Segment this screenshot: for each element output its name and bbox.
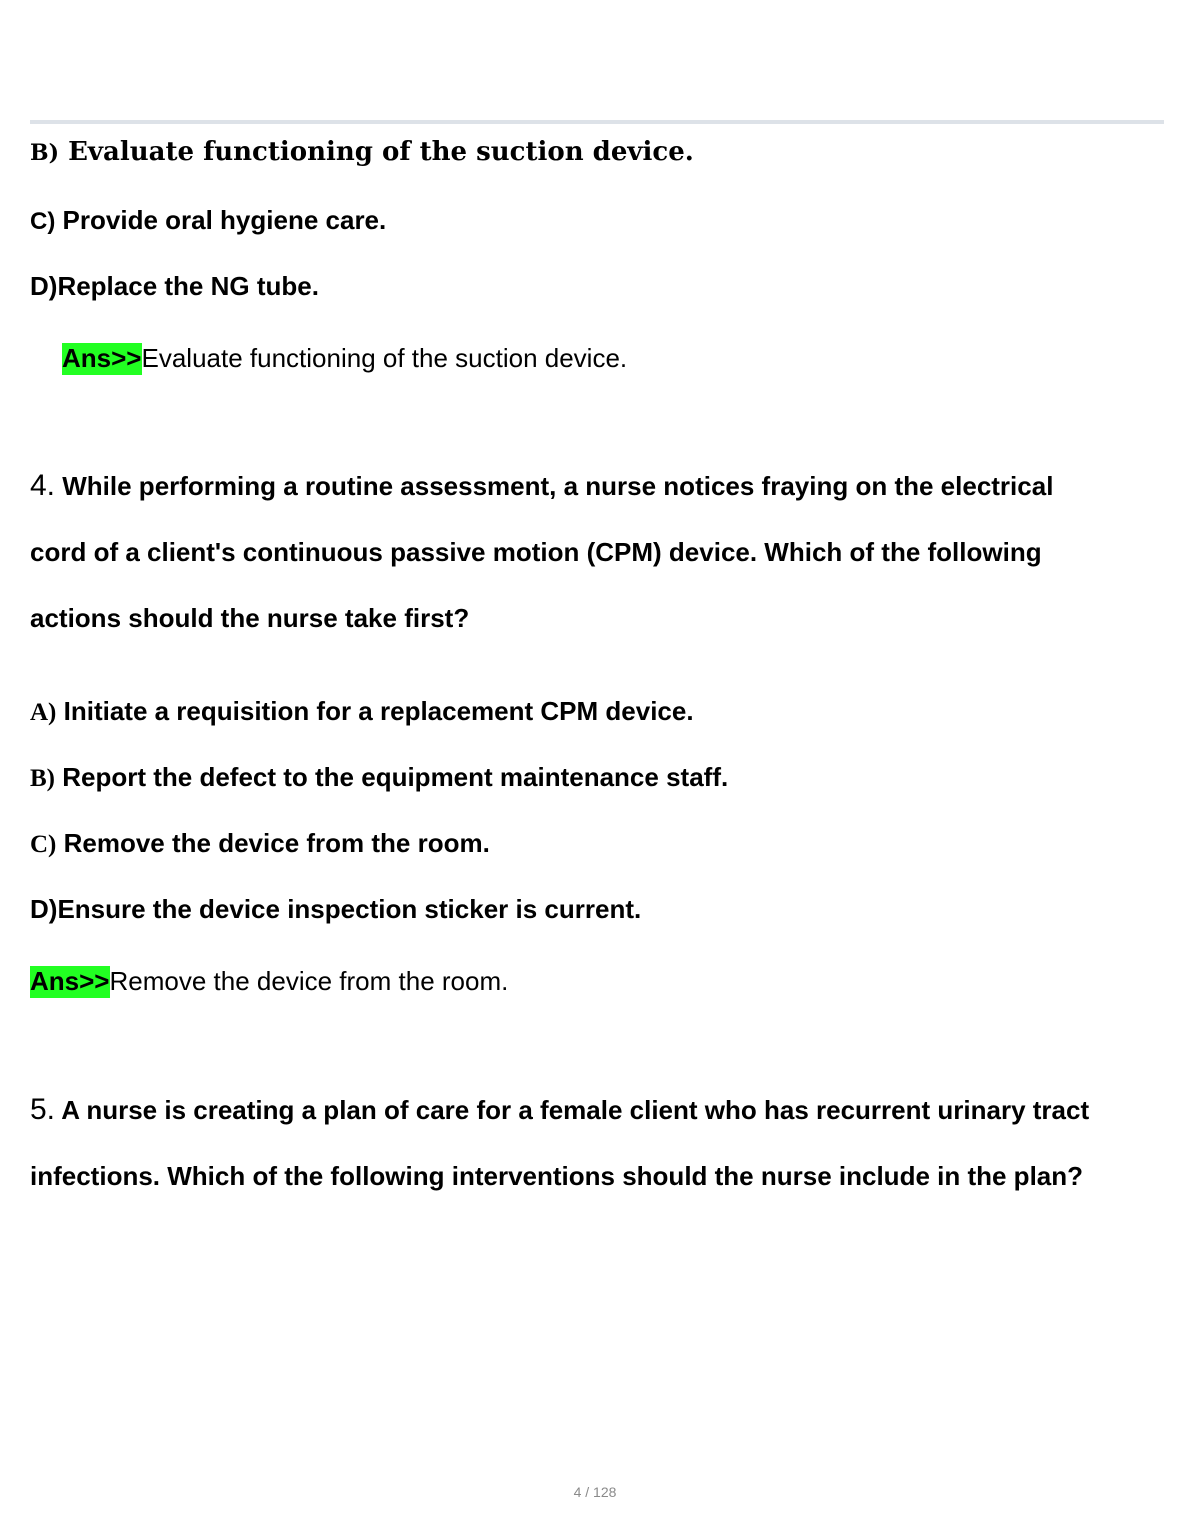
- q4-option-a: [30, 695, 694, 729]
- q4-option-b-text: Report the defect to the equipment maintenance staff.: [55, 762, 729, 792]
- q4-option-b: [30, 761, 728, 795]
- q4-stem-line-1: [30, 470, 1053, 502]
- q4-option-b-letter: B): [30, 765, 55, 792]
- q3-answer: [62, 342, 627, 374]
- q4-answer-text: Remove the device from the room.: [109, 966, 509, 996]
- q5-number: 5.: [30, 1093, 56, 1126]
- q3-answer-text: Evaluate functioning of the suction device.: [141, 343, 628, 373]
- q4-answer: [30, 965, 508, 997]
- q3-option-b: [30, 136, 694, 169]
- q4-number: 4.: [30, 469, 56, 502]
- page-top-divider: [30, 120, 1164, 124]
- q3-option-b-text: Evaluate functioning of the suction device.: [59, 137, 694, 167]
- q4-option-c-letter: C): [30, 831, 57, 858]
- q4-stem-line-2: cord of a client's continuous passive motion (CPM) device. Which of the following: [30, 537, 1042, 567]
- q5-stem-line-2: infections. Which of the following interventions should the nurse include in the plan?: [30, 1161, 1084, 1191]
- q4-option-a-letter: A): [30, 699, 57, 726]
- q3-option-c-text: Provide oral hygiene care.: [55, 205, 387, 235]
- q3-option-d-text: Replace the NG tube.: [57, 271, 319, 301]
- q4-option-d: [30, 893, 641, 925]
- q3-option-d-letter: D): [30, 271, 58, 301]
- page-number: 4 / 128: [573, 1484, 617, 1500]
- q4-option-d-letter: D): [30, 894, 58, 924]
- q3-option-c-letter: C): [30, 208, 56, 235]
- q4-option-a-text: Initiate a requisition for a replacement CPM device.: [56, 696, 694, 726]
- q4-answer-label: Ans>>: [30, 966, 110, 996]
- q5-stem-text-1: A nurse is creating a plan of care for a female client who has recurrent urinary tract: [55, 1095, 1090, 1125]
- q3-answer-label: Ans>>: [62, 343, 142, 373]
- q4-option-c: [30, 827, 490, 861]
- q3-option-d: [30, 270, 319, 302]
- q3-option-b-letter: B): [30, 140, 60, 166]
- q5-stem-line-1: [30, 1094, 1089, 1126]
- q4-option-c-text: Remove the device from the room.: [56, 828, 490, 858]
- q4-stem-text-1: While performing a routine assessment, a nurse notices fraying on the electrical: [55, 471, 1054, 501]
- q3-option-c: [30, 204, 386, 238]
- q4-stem-line-3: actions should the nurse take first?: [30, 603, 470, 633]
- q4-option-d-text: Ensure the device inspection sticker is current.: [57, 894, 642, 924]
